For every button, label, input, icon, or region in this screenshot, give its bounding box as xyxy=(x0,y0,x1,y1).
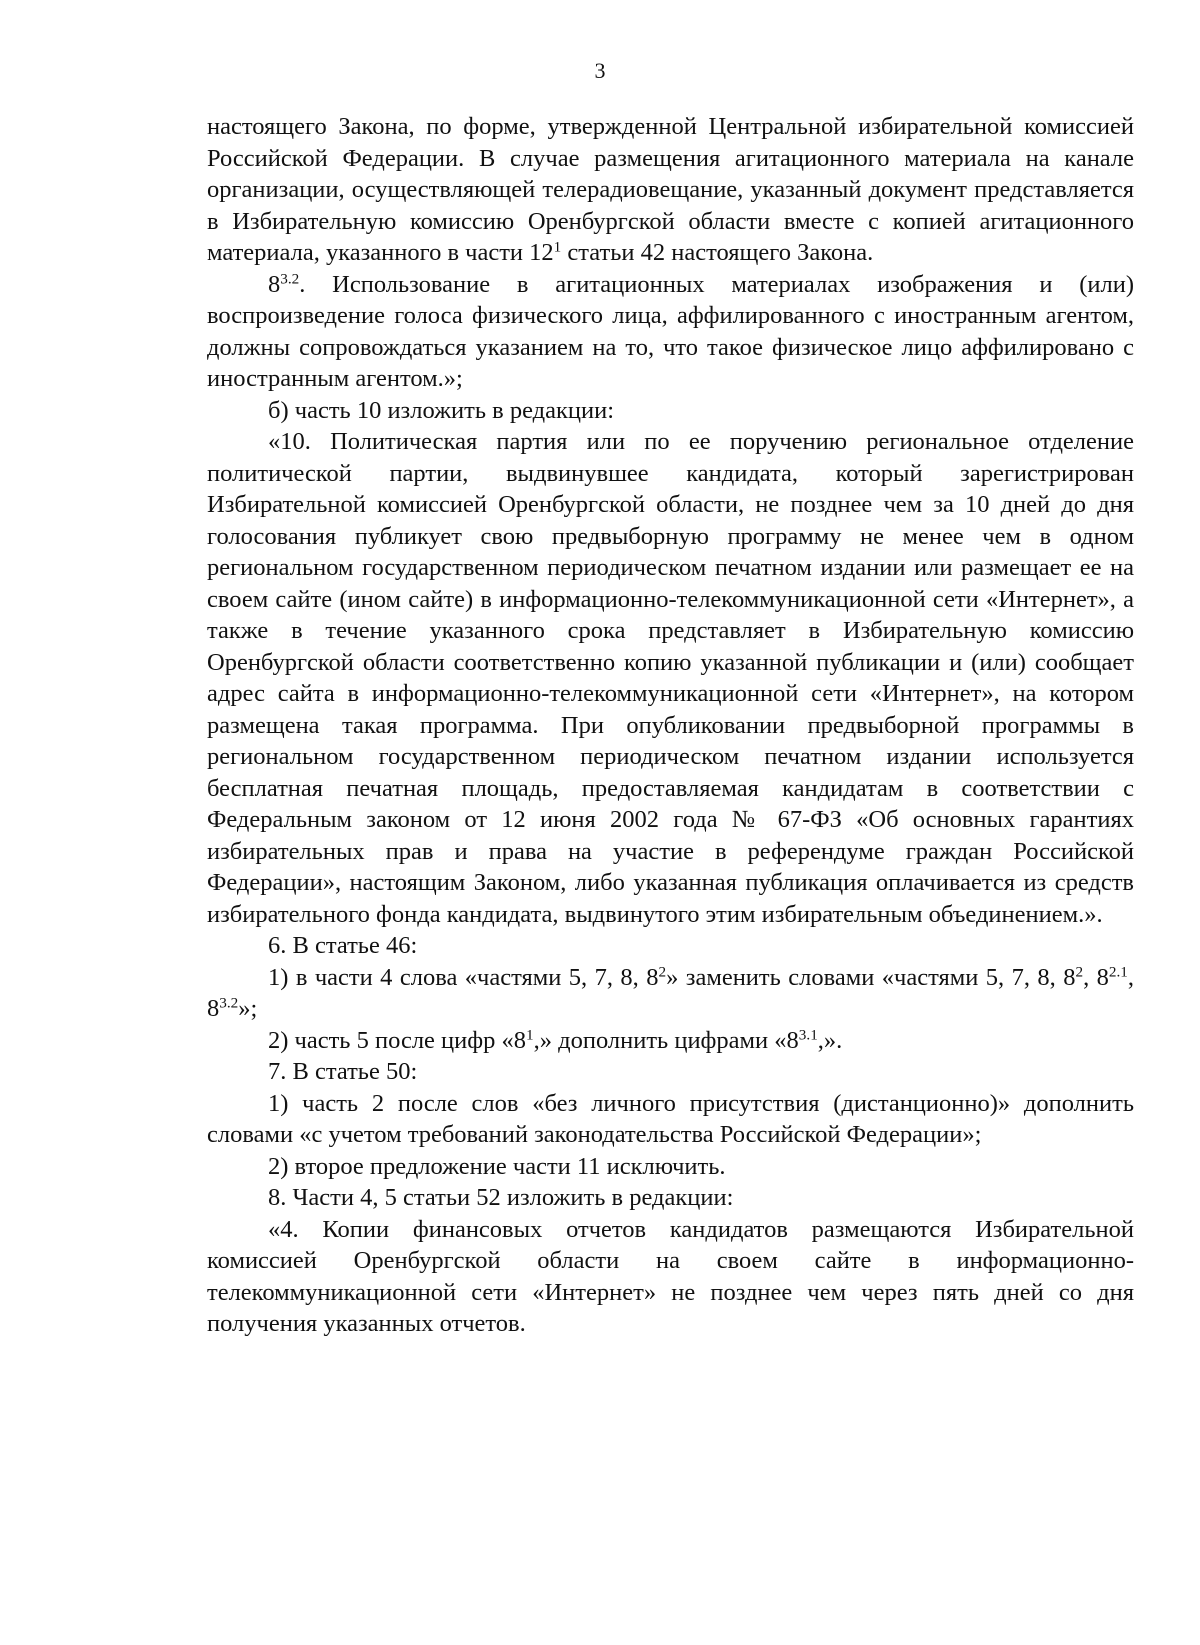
paragraph-p3 xyxy=(207,395,1134,427)
superscript: 3.1 xyxy=(798,1026,818,1044)
document-body xyxy=(207,111,1134,1340)
text-run: ,». xyxy=(817,1026,843,1054)
paragraph-p2 xyxy=(207,269,1134,395)
text-run: 1) в части 4 слова «частями 5, 7, 8, 8 xyxy=(268,963,659,991)
paragraph-p9 xyxy=(207,1088,1134,1151)
text-run: . Использование в агитационных материалах изображения и (или) воспроизведение голоса физического лица, аффилированного с иностранным агентом, должны сопровождаться указанием на то, что такое физическое лицо аффилировано с иностранным агентом.»; xyxy=(207,270,1134,392)
paragraph-p11 xyxy=(207,1182,1134,1214)
paragraph-p5 xyxy=(207,930,1134,962)
paragraph-p7 xyxy=(207,1025,1134,1057)
superscript: 1 xyxy=(553,238,562,256)
paragraph-p8 xyxy=(207,1056,1134,1088)
paragraph-p10 xyxy=(207,1151,1134,1183)
page-number: 3 xyxy=(594,58,606,83)
superscript: 2.1 xyxy=(1108,963,1128,981)
text-run: б) часть 10 изложить в редакции: xyxy=(268,396,615,424)
text-run: «10. Политическая партия или по ее поручению региональное отделение политической партии, выдвинувшее кандидата, который зарегистрирован Избирательной комиссией Оренбургской области, не позднее чем за 10 дней до дня голосования публикует свою предвыборную программу не менее чем в одном региональном государственном периодическом печатном издании или размещает ее на своем сайте (ином сайте) в информационно-телекоммуникационной сети «Интернет», а также в течение указанного срока представляет в Избирательную комиссию Оренбургской области соответственно копию указанной публикации и (или) сообщает адрес сайта в информационно-телекоммуникационной сети «Интернет», на котором размещена такая программа. При опубликовании предвыборной программы в региональном государственном периодическом печатном издании используется бесплатная печатная площадь, предоставляемая кандидатам в соответствии с Федеральным законом от 12 июня 2002 года № 67-ФЗ «Об основных гарантиях избирательных прав и права на участие в референдуме граждан Российской Федерации», настоящим Законом, либо указанная публикация оплачивается из средств избирательного фонда кандидата, выдвинутого этим избирательным объединением.». xyxy=(207,428,1134,928)
superscript: 1 xyxy=(526,1026,534,1044)
superscript: 3.2 xyxy=(219,994,239,1012)
text-run: 6. В статье 46: xyxy=(268,932,418,959)
text-run: 8. Части 4, 5 статьи 52 изложить в редакции: xyxy=(268,1184,734,1211)
text-run: настоящего Закона, по форме, утвержденной Центральной избирательной комиссией Российской Федерации. В случае размещения агитационного материала на канале организации, осуществляющей телерадиовещание, указанный документ представляется в Избирательную комиссию Оренбургской области вместе с копией агитационного материала, указанного в части 12 xyxy=(207,113,1134,266)
superscript: 3.2 xyxy=(280,270,300,288)
text-run: ,» дополнить цифрами «8 xyxy=(533,1026,799,1054)
text-run: статьи 42 настоящего Закона. xyxy=(561,239,874,266)
text-run: 1) часть 2 после слов «без личного присутствия (дистанционно)» дополнить словами «с учетом требований законодательства Российской Федерации»; xyxy=(207,1089,1134,1148)
text-run: , 8 xyxy=(1083,963,1109,991)
text-run: » заменить словами «частями 5, 7, 8, 8 xyxy=(666,963,1076,991)
text-run: 7. В статье 50: xyxy=(268,1058,418,1085)
text-run: 2) второе предложение части 11 исключить. xyxy=(268,1152,726,1180)
page-number-wrapper xyxy=(0,56,1200,86)
text-run: »; xyxy=(238,995,258,1022)
text-run: 8 xyxy=(268,270,281,298)
paragraph-p12 xyxy=(207,1214,1134,1340)
text-run: , 8 xyxy=(207,963,1134,1022)
paragraph-p6 xyxy=(207,962,1134,1025)
superscript: 2 xyxy=(658,963,667,981)
paragraph-p1 xyxy=(207,111,1134,269)
text-run: 2) часть 5 после цифр «8 xyxy=(268,1026,527,1054)
text-run: «4. Копии финансовых отчетов кандидатов размещаются Избирательной комиссией Оренбургской области на своем сайте в информационно-телекоммуникационной сети «Интернет» не позднее чем через пять дней со дня получения указанных отчетов. xyxy=(207,1215,1134,1337)
paragraph-p4 xyxy=(207,426,1134,930)
superscript: 2 xyxy=(1075,963,1084,981)
